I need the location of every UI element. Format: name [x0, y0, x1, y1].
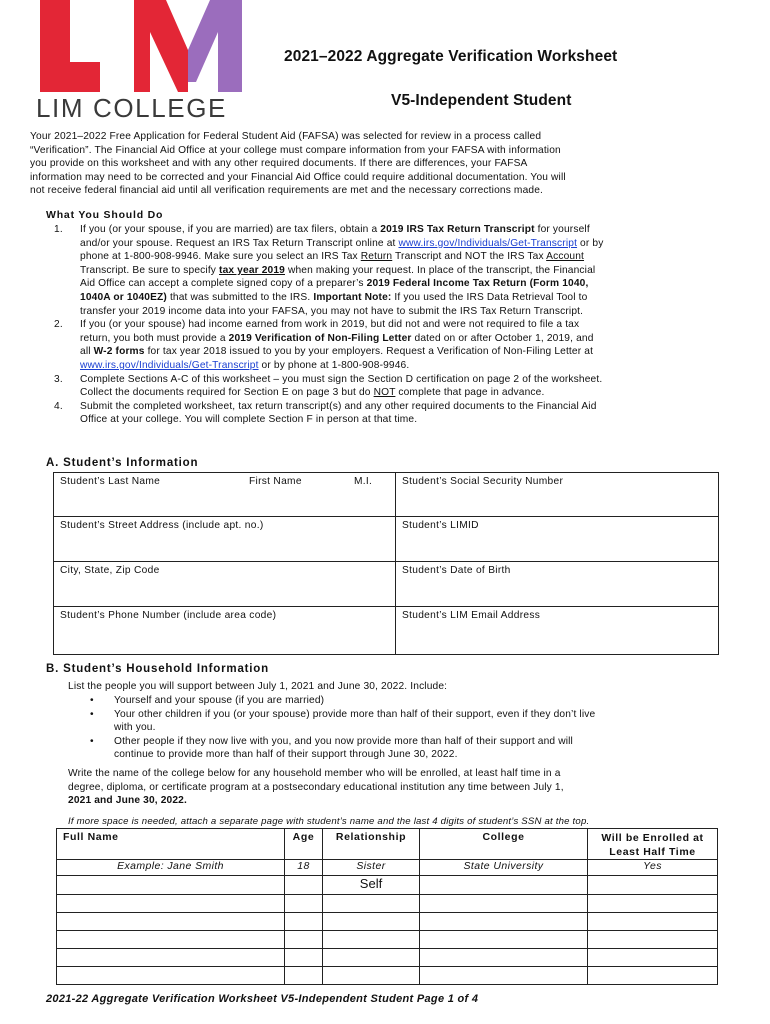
household-college-cell[interactable] — [420, 949, 588, 967]
household-name-cell[interactable] — [57, 967, 285, 985]
step-number: 3. — [54, 373, 63, 385]
logo-text: LIM COLLEGE — [36, 93, 227, 123]
bullet-item: • Your other children if you (or your spouse) provide more than half of their support, even if they don’t live with you. — [90, 708, 596, 734]
household-college-cell[interactable] — [420, 913, 588, 931]
limid-label: Student’s LIMID — [402, 520, 479, 531]
household-age-cell[interactable] — [285, 913, 323, 931]
city-state-zip-label: City, State, Zip Code — [60, 565, 160, 576]
example-enrolled: Yes — [588, 860, 718, 876]
intro-line: not receive federal financial aid until all verification requirements are met and the necessary corrections made. — [30, 185, 543, 197]
bullet-item: • Yourself and your spouse (if you are married) — [90, 695, 325, 706]
household-relationship-cell[interactable] — [323, 967, 420, 985]
col-full-name: Full Name — [57, 829, 285, 860]
page-footer: 2021-22 Aggregate Verification Worksheet V5-Independent Student Page 1 of 4 — [46, 993, 479, 1005]
example-age: 18 — [285, 860, 323, 876]
household-age-cell[interactable] — [285, 949, 323, 967]
last-name-label: Student’s Last Name — [60, 476, 161, 487]
mi-label: M.I. — [354, 476, 373, 487]
page-title: 2021–2022 Aggregate Verification Worksheet — [284, 48, 618, 65]
step-2: 2. If you (or your spouse) had income earned from work in 2019, but did not and were not required to file a tax return, you both must provide a 2019 Verification of Non-Filing Letter dated on or after October 1, 2019, and all W-2 forms for tax year 2018 issued to you by your employers. Request a Verification of Non-Filing Letter at www.irs.gov/Individuals/Get-Transcript or by phone at 1-800-908-9946. — [54, 319, 594, 371]
household-age-cell[interactable] — [285, 967, 323, 985]
household-name-cell[interactable] — [57, 949, 285, 967]
irs-transcript-link-2[interactable]: www.irs.gov/Individuals/Get-Transcript — [80, 359, 259, 371]
page-subtitle: V5-Independent Student — [391, 92, 572, 109]
household-enrolled-cell[interactable] — [588, 949, 718, 967]
street-address-field[interactable] — [54, 517, 396, 562]
household-name-cell[interactable] — [57, 876, 285, 895]
phone-field[interactable] — [54, 607, 396, 655]
bullet-item: • Other people if they now live with you, and you now provide more than half of their support and will continue to provide more than half of their support through June 30, 2022. — [90, 735, 573, 761]
logo-m-purple — [188, 0, 242, 92]
household-list-intro: List the people you will support between July 1, 2021 and June 30, 2022. Include: — [68, 681, 448, 692]
ssn-label: Student’s Social Security Number — [402, 476, 564, 487]
step-3: 3. Complete Sections A-C of this worksheet – you must sign the Section D certification on page 2 of the worksheet. Collect the documents required for Section E on page 3 but do NOT complete that page in advance. — [54, 373, 603, 399]
household-name-cell[interactable] — [57, 895, 285, 913]
household-relationship-cell[interactable] — [323, 895, 420, 913]
household-name-cell[interactable] — [57, 931, 285, 949]
household-college-cell[interactable] — [420, 895, 588, 913]
step-number: 4. — [54, 400, 63, 412]
date-of-birth-field[interactable] — [396, 562, 719, 607]
student-info-table — [53, 472, 719, 655]
logo-m-red — [134, 0, 188, 92]
last-name-field[interactable] — [54, 473, 396, 517]
intro-paragraph — [30, 130, 750, 198]
self-relationship-cell[interactable]: Self — [323, 876, 420, 895]
example-name: Example: Jane Smith — [57, 860, 285, 876]
section-a-heading: A. Student’s Information — [46, 457, 199, 469]
household-enrolled-cell[interactable] — [588, 931, 718, 949]
household-age-cell[interactable] — [285, 895, 323, 913]
street-address-label: Student’s Street Address (include apt. no.) — [60, 520, 264, 531]
intro-line: Your 2021–2022 Free Application for Federal Student Aid (FAFSA) was selected for review in a process called — [30, 131, 542, 142]
ssn-field[interactable] — [396, 473, 719, 517]
step-number: 1. — [54, 224, 63, 235]
household-relationship-cell[interactable] — [323, 931, 420, 949]
section-b-heading: B. Student’s Household Information — [46, 663, 269, 675]
logo-l-base — [40, 62, 100, 92]
household-relationship-cell[interactable] — [323, 949, 420, 967]
household-college-cell[interactable] — [420, 876, 588, 895]
limid-field[interactable] — [396, 517, 719, 562]
household-name-cell[interactable] — [57, 913, 285, 931]
step-4: 4. Submit the completed worksheet, tax return transcript(s) and any other required documents to the Financial Aid Office at your college. You will complete Section F in person at that time. — [54, 400, 597, 426]
household-age-cell[interactable] — [285, 931, 323, 949]
household-table — [56, 828, 718, 985]
date-of-birth-label: Student’s Date of Birth — [402, 565, 511, 576]
extra-space-note: If more space is needed, attach a separate page with student’s name and the last 4 digits of student’s SSN at the top. — [68, 816, 590, 827]
household-enrolled-cell[interactable] — [588, 913, 718, 931]
steps-list — [46, 223, 746, 427]
household-relationship-cell[interactable] — [323, 913, 420, 931]
household-enrolled-cell[interactable] — [588, 967, 718, 985]
example-college: State University — [420, 860, 588, 876]
col-enrolled: Will be Enrolled at Least Half Time — [588, 829, 718, 860]
example-relationship: Sister — [323, 860, 420, 876]
college-instructions: Write the name of the college below for any household member who will be enrolled, at least half time in a degree, diploma, or certificate program at a postsecondary educational institution any time between July 1, 2021 and June 30, 2022. — [68, 768, 564, 807]
first-name-label: First Name — [249, 476, 302, 487]
household-intro — [68, 680, 748, 694]
phone-label: Student’s Phone Number (include area code) — [60, 610, 277, 621]
email-field[interactable] — [396, 607, 719, 655]
household-college-cell[interactable] — [420, 967, 588, 985]
col-college: College — [420, 829, 588, 860]
household-enrolled-cell[interactable] — [588, 876, 718, 895]
household-enrolled-cell[interactable] — [588, 895, 718, 913]
intro-line: you provide on this worksheet and with any other required documents. If there are differences, your FAFSA — [30, 158, 528, 170]
irs-transcript-link[interactable]: www.irs.gov/Individuals/Get-Transcript — [398, 237, 578, 249]
email-label: Student’s LIM Email Address — [402, 610, 541, 621]
col-age: Age — [285, 829, 323, 860]
step-1: 1. If you (or your spouse, if you are married) are tax filers, obtain a 2019 IRS Tax Return Transcript for yourself and/or your spouse. Request an IRS Tax Return Transcript online at www.irs.gov/Individuals/Get-Transcript or by phone at 1-800-908-9946. Make sure you select an IRS Tax Return Transcript and NOT the IRS Tax Account Transcript. Be sure to specify tax year 2019 when making your request. In place of the transcript, the Financial Aid Office can accept a complete signed copy of a preparer’s 2019 Federal Income Tax Return (Form 1040, 1040A or 1040EZ) that was submitted to the IRS. Important Note: If you used the IRS Data Retrieval Tool to transfer your 2019 income data into your FAFSA, you may not have to submit the IRS Tax Return Transcript. — [54, 224, 604, 317]
intro-line: “Verification”. The Financial Aid Office at your college must compare information from your FAFSA with information — [30, 144, 561, 156]
intro-line: information may need to be corrected and your Financial Aid Office could require additional documentation. You will — [30, 171, 566, 183]
city-state-zip-field[interactable] — [54, 562, 396, 607]
household-bullets — [68, 694, 748, 762]
what-to-do-heading: What You Should Do — [46, 209, 164, 221]
step-number: 2. — [54, 319, 63, 331]
household-college-cell[interactable] — [420, 931, 588, 949]
household-age-cell[interactable] — [285, 876, 323, 895]
col-relationship: Relationship — [323, 829, 420, 860]
